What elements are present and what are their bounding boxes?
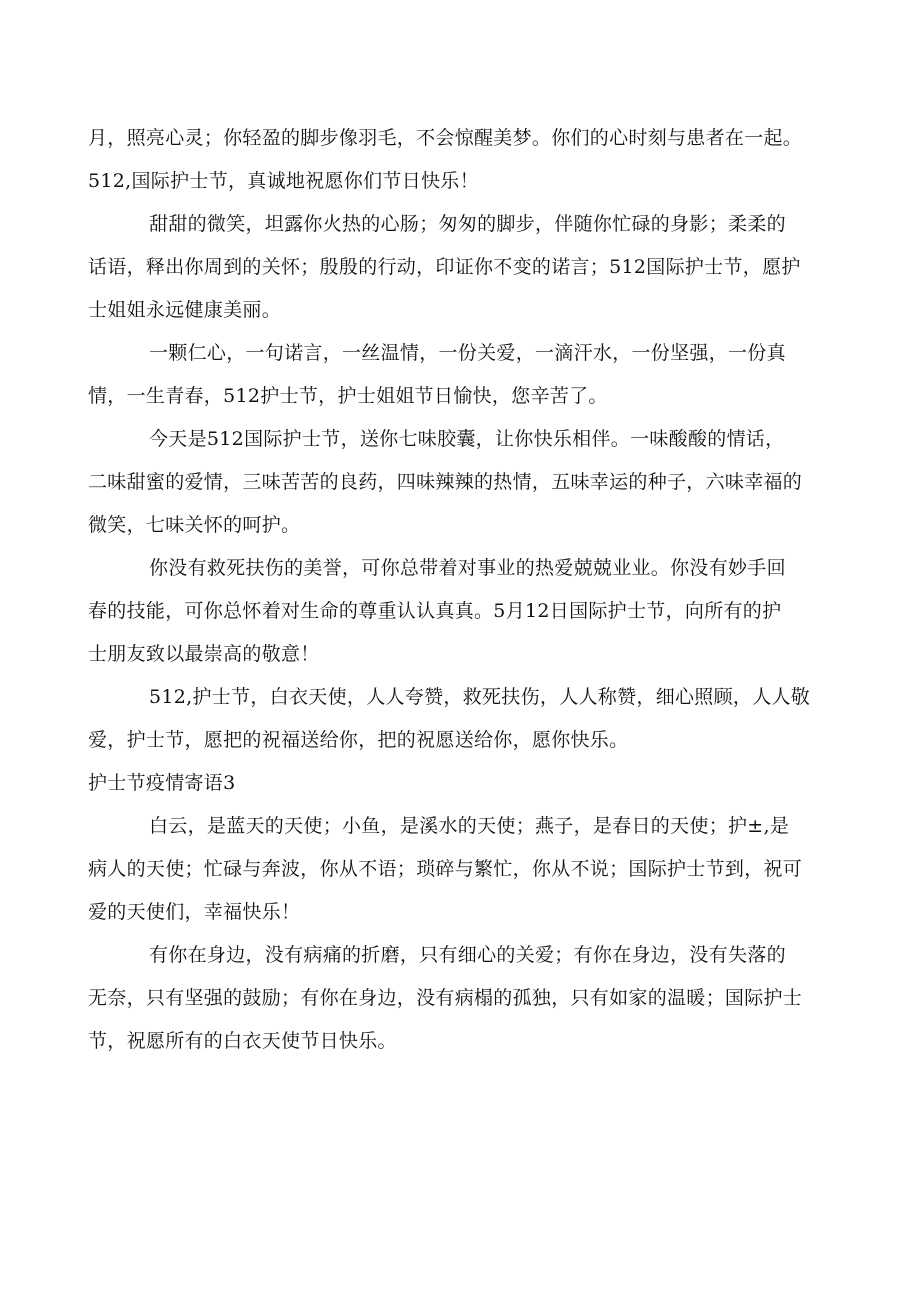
paragraph [88,934,840,1063]
text-line: 爱，护士节，愿把的祝福送给你，把的祝愿送给你，愿你快乐。 [88,729,629,751]
paragraph [88,418,840,547]
text-line: 爱的天使们，幸福快乐！ [88,901,301,923]
text-line: 情，一生青春，512护士节，护士姐姐节日愉快，您辛苦了。 [88,385,608,407]
text-line: 病人的天使；忙碌与奔波，你从不语；琐碎与繁忙，你从不说；国际护士节到，祝可 [88,858,803,880]
text-line: 你没有救死扶伤的美誉，可你总带着对事业的热爱兢兢业业。你没有妙手回 [149,557,786,579]
text-line: 今天是512国际护士节，送你七味胶囊，让你快乐相伴。一味酸酸的情话， [149,428,785,450]
section-heading-text: 护士节疫情寄语3 [88,772,236,794]
text-line: 白云，是蓝天的天使；小鱼，是溪水的天使；燕子，是春日的天使；护±,是 [149,815,790,837]
text-line: 有你在身边，没有病痛的折磨，只有细心的关爱；有你在身边，没有失落的 [149,944,786,966]
text-line: 话语，释出你周到的关怀；殷殷的行动，印证你不变的诺言；512国际护士节，愿护 [88,256,801,278]
text-line: 士姐姐永远健康美丽。 [88,299,282,321]
text-line: 512,护士节，白衣天使，人人夸赞，救死扶伤，人人称赞，细心照顾，人人敬 [149,686,811,708]
paragraph [88,676,840,762]
text-line: 一颗仁心，一句诺言，一丝温情，一份关爱，一滴汗水，一份坚强，一份真 [149,342,786,364]
section-heading [88,762,840,805]
paragraph [88,332,840,418]
text-line: 月，照亮心灵；你轻盈的脚步像羽毛，不会惊醒美梦。你们的心时刻与患者在一起。 [88,127,803,149]
paragraph [88,547,840,676]
text-line: 士朋友致以最崇高的敬意！ [88,643,320,665]
text-line: 512,国际护士节，真诚地祝愿你们节日快乐！ [88,170,479,192]
paragraph [88,805,840,934]
text-line: 二味甜蜜的爱情，三味苦苦的良药，四味辣辣的热情，五味幸运的种子，六味幸福的 [88,471,803,493]
document-body [88,117,840,1063]
text-line: 微笑，七味关怀的呵护。 [88,514,301,536]
paragraph [88,203,840,332]
paragraph [88,117,840,203]
text-line: 节，祝愿所有的白衣天使节日快乐。 [88,1030,397,1052]
text-line: 春的技能，可你总怀着对生命的尊重认认真真。5月12日国际护士节，向所有的护 [88,600,782,622]
text-line: 甜甜的微笑，坦露你火热的心肠；匆匆的脚步，伴随你忙碌的身影；柔柔的 [149,213,786,235]
text-line: 无奈，只有坚强的鼓励；有你在身边，没有病榻的孤独，只有如家的温暖；国际护士 [88,987,803,1009]
